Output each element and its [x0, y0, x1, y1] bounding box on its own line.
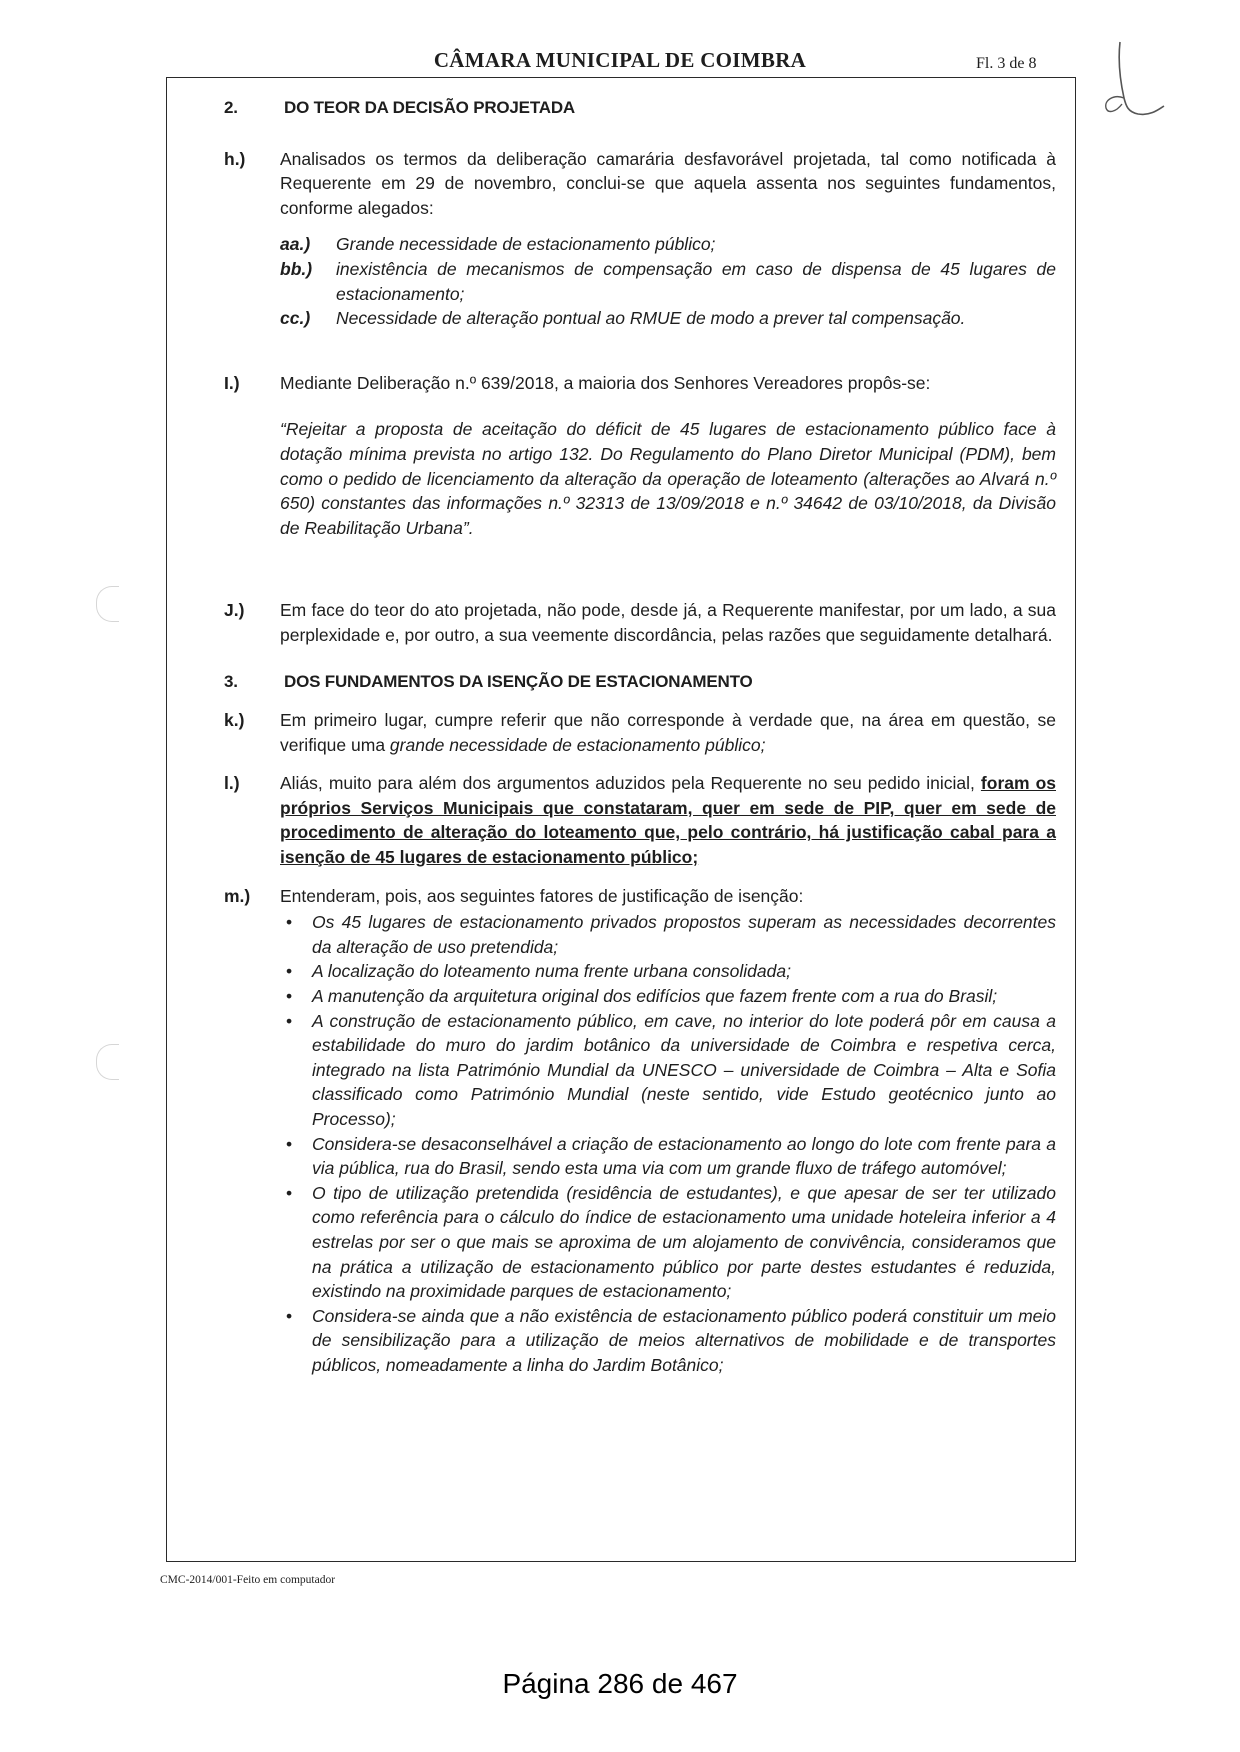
section-number: 2. — [224, 98, 238, 117]
justification-list — [280, 910, 1056, 1377]
paragraph-text: Entenderam, pois, aos seguintes fatores de justificação de isenção: — [280, 885, 804, 906]
list-item: • O tipo de utilização pretendida (residência de estudantes), e que apesar de ser ter utilizado como referência para o cálculo do índice de estacionamento uma unidade hoteleira inferior a 4 estrelas por ser o que mais se aproxima de um alojamento de convivência, consideramos que na prática a utilização de estacionamento público por parte destes estudantes é reduzida, existindo na proximidade parques de estacionamento; — [286, 1182, 1056, 1302]
sub-item-label: aa.) — [280, 234, 311, 255]
paragraph-text-part: Aliás, muito para além dos argumentos aduzidos pela Requerente no seu pedido inicial, — [280, 773, 981, 794]
paragraph-j — [224, 598, 1056, 647]
list-item: • A manutenção da arquitetura original dos edifícios que fazem frente com a rua do Brasil; — [280, 984, 1056, 1009]
bullet-icon: • — [286, 1133, 293, 1154]
paragraph-m — [224, 884, 1056, 1378]
list-item: • A construção de estacionamento público, em cave, no interior do lote poderá pôr em causa a estabilidade do muro do jardim botânico da universidade de Coimbra e respetiva cerca, integrado na lista Património Mundial da UNESCO – universidade de Coimbra – Alta e Sofia classificado como Património Mundial (neste sentido, vide Estudo geotécnico junto ao Processo); — [286, 1010, 1056, 1129]
sub-item-label: bb.) — [280, 258, 313, 279]
paragraph-label: l.) — [224, 773, 240, 794]
paragraph-text: Em face do teor do ato projetada, não pode, desde já, a Requerente manifestar, por um lado, a sua perplexidade e, por outro, a sua veemente discordância, pelas razões que seguidamente detalhará. — [280, 600, 1056, 645]
punch-hole-mark — [96, 586, 119, 622]
list-item: • Considera-se ainda que a não existência de estacionamento público poderá constituir um meio de sensibilização para a utilização de meios alternativos de mobilidade e de transportes públicos, nomeadamente a linha do Jardim Botânico; — [286, 1305, 1056, 1375]
bullet-icon: • — [286, 1010, 293, 1031]
document-body — [224, 96, 1056, 1400]
bullet-icon: • — [286, 1182, 293, 1203]
sub-item — [280, 232, 1056, 257]
sub-item-text: inexistência de mecanismos de compensação em caso de dispensa de 45 lugares de estacionamento; — [336, 258, 1056, 304]
paragraph-label: h.) — [224, 148, 246, 169]
sub-item-label: cc.) — [280, 308, 311, 329]
paragraph-i — [224, 371, 1056, 541]
bullet-icon: • — [286, 986, 293, 1007]
paragraph-label: I.) — [224, 372, 240, 393]
document-header-title: CÂMARA MUNICIPAL DE COIMBRA — [433, 48, 807, 72]
paragraph-label: J.) — [224, 600, 245, 621]
section-number: 3. — [224, 671, 238, 691]
section-heading — [224, 96, 1056, 121]
paragraph-label: k.) — [224, 710, 245, 731]
paragraph-text — [280, 771, 1056, 869]
section-heading — [224, 670, 1056, 695]
sub-item-text: Grande necessidade de estacionamento público; — [336, 234, 716, 255]
underlined-emphasis: foram os próprios Serviços Municipais que constataram, quer em sede de PIP, quer em sede de procedimento de alteração do loteamento que, pelo contrário, há justificação cabal para a isenção de 45 lugares de estacionamento público; — [280, 773, 1056, 868]
list-item: • A localização do loteamento numa frente urbana consolidada; — [280, 959, 1056, 984]
paragraph-text: Mediante Deliberação n.º 639/2018, a maioria dos Senhores Vereadores propôs-se: — [280, 372, 931, 393]
quoted-deliberation: “Rejeitar a proposta de aceitação do déficit de 45 lugares de estacionamento público face à dotação mínima prevista no artigo 132. Do Regulamento do Plano Diretor Municipal (PDM), bem como o pedido de licenciamento da alteração da operação de loteamento (alterações ao Alvará n.º 650) constantes das informações n.º 32313 de 13/09/2018 e n.º 34642 de 03/10/2018, da Divisão de Reabilitação Urbana”. — [280, 419, 1056, 538]
paragraph-text-part: Em primeiro lugar, cumpre referir que não corresponde à verdade que, na área em questão, se verifique uma — [280, 710, 1056, 755]
paragraph-h — [224, 147, 1056, 331]
paragraph-text: Analisados os termos da deliberação camarária desfavorável projetada, tal como notificada à Requerente em 29 de novembro, conclui-se que aquela assenta nos seguintes fundamentos, conforme alegados: — [280, 148, 1056, 218]
paragraph-l — [224, 771, 1056, 869]
sub-item — [280, 257, 1056, 306]
paragraph-label: m.) — [224, 885, 251, 906]
section-title: DO TEOR DA DECISÃO PROJETADA — [284, 98, 575, 117]
sub-item — [280, 306, 1056, 331]
folio-number: Fl. 3 de 8 — [976, 55, 1037, 72]
form-code: CMC-2014/001-Feito em computador — [160, 1574, 336, 1586]
list-item: • Considera-se desaconselhável a criação de estacionamento ao longo do lote com frente para a via pública, rua do Brasil, sendo esta uma via com um grande fluxo de tráfego automóvel; — [286, 1133, 1056, 1179]
list-item: • Os 45 lugares de estacionamento privados propostos superam as necessidades decorrentes da alteração de uso pretendida; — [286, 912, 1056, 957]
page-number: Página 286 de 467 — [502, 1668, 738, 1699]
punch-hole-mark — [96, 1044, 119, 1080]
bullet-icon: • — [286, 961, 293, 982]
sub-item-text: Necessidade de alteração pontual ao RMUE de modo a prever tal compensação. — [336, 308, 966, 329]
handwritten-signature — [1098, 40, 1178, 120]
paragraph-text-emphasis: grande necessidade de estacionamento público; — [389, 734, 766, 755]
section-title: DOS FUNDAMENTOS DA ISENÇÃO DE ESTACIONAMENTO — [284, 671, 753, 691]
bullet-icon: • — [286, 912, 293, 933]
bullet-icon: • — [286, 1305, 293, 1326]
paragraph-k — [224, 708, 1056, 757]
paragraph-text — [280, 708, 1056, 757]
